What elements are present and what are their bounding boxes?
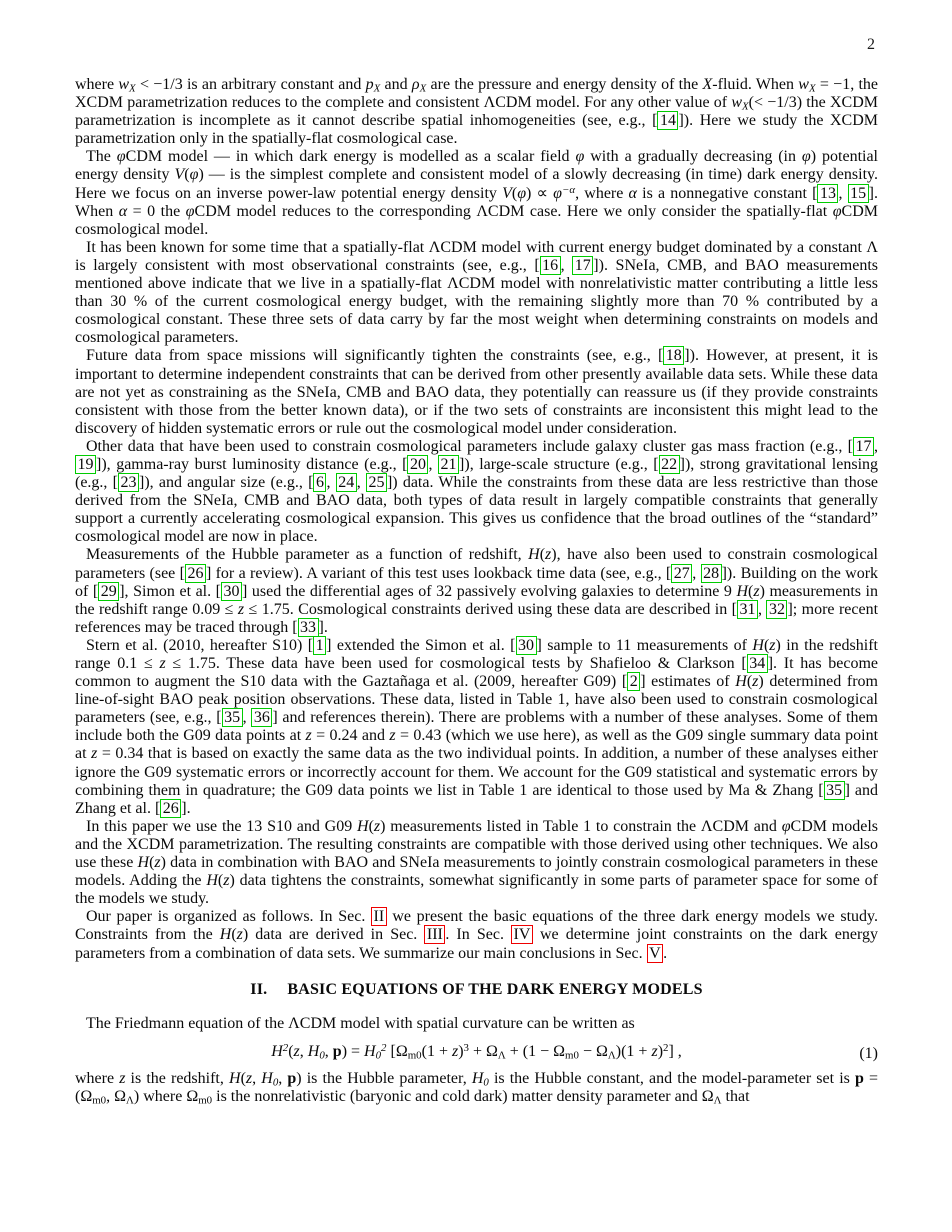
text-run: ( <box>217 872 224 890</box>
citation-link[interactable]: 28 <box>701 564 722 583</box>
citation-link[interactable]: 32 <box>766 600 787 619</box>
section-number: II. <box>250 980 268 998</box>
text-run: CDM models and the XCDM parametrization. The resulting constraints are compatible with those derived using other techniques. We also use these <box>75 817 879 872</box>
math-var: H <box>206 872 218 890</box>
math-var: H <box>735 673 747 691</box>
text-run: ) potential energy density <box>75 148 879 184</box>
text-run: ] used the differential ages of 32 passively evolving galaxies to determine 9 <box>242 582 737 600</box>
paragraph <box>75 818 878 908</box>
citation-link[interactable]: 34 <box>747 654 768 673</box>
citation-link[interactable]: 30 <box>221 582 242 601</box>
text-run: Measurements of the Hubble parameter as a function of redshift, <box>86 546 529 564</box>
text-run: ]), gamma-ray burst luminosity distance (e.g., [ <box>96 455 408 473</box>
citation-link[interactable]: 18 <box>663 346 684 365</box>
citation-link[interactable]: 23 <box>118 473 139 492</box>
citation-link[interactable]: 36 <box>251 708 272 727</box>
section-ref-link[interactable]: V <box>647 944 664 963</box>
text-run: ( <box>288 1042 294 1060</box>
math-var: H <box>736 582 749 600</box>
citation-link[interactable]: 21 <box>438 455 459 474</box>
math-var: φ <box>801 148 811 166</box>
text-run: ( <box>184 166 190 184</box>
math-var: z <box>119 1069 126 1087</box>
math-var: z <box>373 817 381 835</box>
text-run: ]). Building on the work of [ <box>75 564 879 600</box>
math-var: φ <box>517 184 527 202</box>
text-run: , <box>874 437 878 455</box>
citation-link[interactable]: 13 <box>817 184 838 203</box>
math-var: φ <box>832 202 842 220</box>
math-var: z <box>389 727 396 745</box>
text-run: ]). However, at present, it is important to determine independent constraints that can be derived from other presently available data sets. While these data are not yet as constraining as the SNeIa, CMB and BAO data, they potentially can reassure us (if they provide constraints consistent with those from the better known data), or if the two sets of constraints are inconsistent this might lead to the discovery of hidden systematic errors or rule out the cosmological model under consideration. <box>75 347 879 437</box>
text-run: ) measurements listed in Table 1 to constrain the ΛCDM and <box>380 817 782 835</box>
text-run: )$^3$ <box>458 1041 469 1060</box>
math-var: $\varphi^{-\alpha}$ <box>553 183 576 202</box>
text-run: = 0.24 and <box>311 727 390 745</box>
text-run: , <box>692 564 701 582</box>
math-var: z <box>651 1042 658 1060</box>
math-var: H <box>752 636 764 654</box>
section-ref-link[interactable]: IV <box>511 925 533 944</box>
math-var: $H_0$ <box>261 1069 279 1089</box>
citation-link[interactable]: 20 <box>407 455 428 474</box>
text-run: , <box>252 1069 262 1087</box>
math-var: V <box>174 166 185 184</box>
text-run: ] for a review). A variant of this test uses lookback time data (see, e.g., [ <box>205 564 672 582</box>
text-run: Future data from space missions will significantly tighten the constraints (see, e.g., [ <box>86 347 664 365</box>
section-heading <box>75 981 878 999</box>
text-run: Stern et al. (2010, hereafter S10) [ <box>86 636 314 654</box>
text-run: Our paper is organized as follows. In Sec. <box>86 908 371 926</box>
text-run: ( <box>746 673 753 691</box>
section-title: BASIC EQUATIONS OF THE DARK ENERGY MODELS <box>287 980 703 998</box>
math-var: z <box>245 1069 253 1087</box>
math-var: φ <box>781 817 791 835</box>
text-run: ] estimates of <box>640 673 736 691</box>
text-run: )(1 + <box>615 1042 652 1060</box>
text-run: . <box>663 944 668 962</box>
text-run: ]), and angular size (e.g., [ <box>138 474 314 492</box>
paragraph <box>75 438 878 547</box>
text-run: ]. It has become common to augment the S10 data with the Gaztañaga et al. (2009, hereafter G09) [ <box>75 655 879 691</box>
text-run: The Friedmann equation of the ΛCDM model with spatial curvature can be written as <box>86 1014 635 1032</box>
text-run: In this paper we use the 13 S10 and G09 <box>86 817 358 835</box>
text-run: where <box>75 76 119 93</box>
math-var: z <box>236 926 243 944</box>
text-run: we present the basic equations of the three dark energy models we study. Constraints from the <box>75 908 878 944</box>
text-run: ( <box>748 582 754 600</box>
math-var: H <box>137 854 150 872</box>
text-run: Other data that have been used to constrain cosmological parameters include galaxy cluster gas mass fraction (e.g., [ <box>86 437 853 455</box>
citation-link[interactable]: 31 <box>737 600 758 619</box>
math-var: z <box>545 546 552 564</box>
text-run: ) in the redshift range 0.1 ≤ <box>75 636 878 672</box>
text-run: = 0.34 that is based on exactly the same data as the two individual points. In addition, a number of these analyses either ignore the G09 systematic errors or incorrectly account for them. We account for the G09 statistical and systematic errors by combining them in quadrature; the G09 data points we list in Table 1 are identical to those used by Ma & Zhang [ <box>75 745 879 799</box>
text-run: = ($\Omega_{m0}$ <box>75 1069 879 1107</box>
text-run: ]). SNeIa, CMB, and BAO measurements mentioned above indicate that we live in a spatially-flat ΛCDM model with nonrelativistic matter contributing a little less than 30 % of the current cosmological energy budget, with the remaining slightly more than 70 % contributed by a cosmological constant. These three sets of data carry by far the most weight when determining constraints on models and cosmological parameters. <box>75 256 879 347</box>
citation-link[interactable]: 35 <box>222 708 243 727</box>
page-number: 2 <box>867 36 875 53</box>
math-var: $w_X$ <box>798 76 816 95</box>
citation-link[interactable]: 27 <box>671 564 692 583</box>
math-var: $H_0^2$ <box>364 1041 387 1062</box>
content <box>75 76 878 1106</box>
text-run: , <box>326 474 336 492</box>
text-run: (1 + <box>421 1042 452 1060</box>
text-run: we determine joint constraints on the dark energy parameters from a combination of data sets. We summarize our main conclusions in Sec. <box>75 926 878 962</box>
text-run: ) is the Hubble parameter, <box>296 1069 472 1087</box>
text-run: ]. <box>318 618 328 636</box>
text-run: (< −1/3) the XCDM parametrization is incomplete as it cannot describe spatial inhomogeneities (see, e.g., [ <box>75 94 879 130</box>
text-run: with a gradually decreasing (in <box>584 148 802 166</box>
text-run: ) data tightens the constraints, somewhat significantly in some parts of parameter space for some of the models we study. <box>75 872 878 908</box>
text-run: , <box>758 600 767 618</box>
citation-link[interactable]: 2 <box>627 672 640 691</box>
text-run: , where <box>575 184 629 202</box>
math-var: z <box>154 854 161 872</box>
text-run: CDM model reduces to the corresponding ΛCDM case. Here we only consider the spatially-flat <box>194 202 833 220</box>
text-run: ) = <box>341 1042 365 1060</box>
equation-number: (1) <box>859 1044 878 1062</box>
text-run: ) data are derived in Sec. <box>242 926 425 944</box>
text-run: , <box>278 1069 288 1087</box>
text-run: ( <box>240 1069 246 1087</box>
text-run: , $\Omega_\Lambda$ <box>106 1087 134 1107</box>
paragraph <box>75 347 878 437</box>
citation-link[interactable]: 33 <box>298 618 319 637</box>
text-run: CDM model — in which dark energy is modelled as a scalar field <box>125 148 576 166</box>
text-run: ] , <box>668 1042 682 1060</box>
text-run: is the Hubble constant, and the model-parameter set is <box>488 1069 855 1087</box>
paragraph <box>75 546 878 636</box>
math-var: $\rho_X$ <box>411 76 427 95</box>
math-var: φ <box>185 202 195 220</box>
text-run: ]; more recent references may be traced through [ <box>75 600 879 636</box>
text-run: -fluid. When <box>712 76 799 93</box>
math-var: X <box>702 76 713 93</box>
text-run: − $\Omega_\Lambda$ <box>578 1042 616 1062</box>
math-var: z <box>305 727 312 745</box>
math-var: z <box>769 636 776 654</box>
paragraph <box>75 1015 878 1033</box>
text-run: is the redshift, <box>125 1069 229 1087</box>
paragraph <box>75 148 878 238</box>
citation-link[interactable]: 22 <box>659 455 680 474</box>
text-run: + ($1 - \Omega_{m0}$ <box>505 1042 579 1062</box>
text-run: It has been known for some time that a spatially-flat ΛCDM model with current energy budget dominated by a constant Λ is largely consistent with most observational constraints (see, e.g., [ <box>75 238 878 274</box>
paragraph <box>75 1070 878 1106</box>
text-run: ( <box>368 817 374 835</box>
text-run: ≤ 1.75. Cosmological constraints derived using these data are described in [ <box>244 600 737 618</box>
math-vector: p <box>287 1069 297 1087</box>
text-run: ] and Zhang et al. [ <box>75 781 878 817</box>
citation-link[interactable]: 17 <box>572 256 593 275</box>
equation-body <box>271 1043 682 1060</box>
section-ref-link[interactable]: II <box>371 907 387 926</box>
citation-link[interactable]: 29 <box>98 582 119 601</box>
math-var: φ <box>189 166 199 184</box>
text-run: , <box>560 256 573 274</box>
math-var: $H_0$ <box>307 1042 325 1062</box>
math-var: H <box>229 1069 241 1087</box>
citation-link[interactable]: 26 <box>185 564 206 583</box>
math-var: V <box>502 184 512 202</box>
text-run: ≤ 1.75. These data have been used for cosmological tests by Shafieloo & Clarkson [ <box>165 655 747 672</box>
text-run: = 0 the <box>127 202 186 220</box>
math-var: z <box>451 1042 459 1060</box>
text-run: + $\Omega_\Lambda$ <box>468 1042 506 1062</box>
text-run: < −1/3 is an arbitrary constant and <box>135 76 366 93</box>
math-var: α <box>118 202 128 220</box>
citation-link[interactable]: 17 <box>853 437 874 456</box>
text-run: ) — is the simplest complete and consistent model of a slowly decreasing (in time) dark energy density. Here we focus on an inverse power-law potential energy density <box>75 166 878 202</box>
text-run: ( <box>511 184 518 202</box>
text-run: ) determined from line-of-sight BAO peak position observations. These data, listed in Table 1, have also been used to constrain cosmological parameters (see, e.g., [ <box>75 673 879 727</box>
text-run: , <box>242 709 252 727</box>
paragraph <box>75 908 878 962</box>
citation-link[interactable]: 26 <box>160 799 181 818</box>
text-run: ]. <box>181 799 191 817</box>
text-run: are the pressure and energy density of the <box>426 76 703 93</box>
citation-link[interactable]: 35 <box>824 781 845 800</box>
section-ref-link[interactable]: III <box>424 925 445 944</box>
text-run: )$^2$ <box>657 1041 669 1060</box>
text-run: . In Sec. <box>445 926 512 944</box>
text-run: ), have also been used to constrain cosmological parameters (see [ <box>75 546 878 582</box>
citation-link[interactable]: 19 <box>75 455 96 474</box>
text-run: ( <box>539 546 546 564</box>
text-run: ) data in combination with BAO and SNeIa measurements to jointly constrain cosmological parameters in these models. Adding the <box>75 854 878 890</box>
math-var: z <box>753 582 760 600</box>
text-run: = 0.43 (which we use here), as well as the G09 single summary data point at <box>75 727 879 763</box>
math-var: φ <box>575 148 585 166</box>
text-run: ] sample to 11 measurements of <box>536 636 753 654</box>
text-run: ]) data. While the constraints from these data are less restrictive than those derived from the SNeIa, CMB and BAO data, both types of data result in largely compatible constraints that generally support a currently accelerating cosmological expansion. This gives us confidence that the broad outlines of the “standard” cosmological model are now in place. <box>75 474 879 546</box>
text-run: ] and references therein). There are problems with a number of these analyses. Some of them include both the G09 data points at <box>75 709 879 745</box>
math-var: $w_X$ <box>118 76 136 95</box>
text-run: is a nonnegative constant [ <box>636 184 818 202</box>
text-run: = −1, the XCDM parametrization reduces to the complete and consistent ΛCDM model. For any other value of <box>75 76 879 112</box>
citation-link[interactable]: 15 <box>848 184 869 203</box>
math-var: H <box>528 546 540 564</box>
math-var: $H_0$ <box>471 1069 489 1089</box>
math-var: $p_X$ <box>365 76 381 95</box>
math-var: φ <box>116 148 126 166</box>
text-run: The <box>86 148 117 166</box>
text-run: and <box>380 76 412 93</box>
text-run: , <box>324 1042 333 1060</box>
text-run: ) ∝ <box>526 184 554 202</box>
math-var: z <box>159 655 166 672</box>
text-run: , <box>838 184 848 202</box>
text-run: ]), strong gravitational lensing (e.g., [ <box>75 455 879 492</box>
paragraph <box>75 239 878 348</box>
equation <box>75 1043 878 1061</box>
math-var: α <box>628 184 637 202</box>
text-run: , <box>428 455 439 473</box>
math-var: z <box>223 872 230 890</box>
math-vector: p <box>332 1042 342 1060</box>
text-run: , <box>356 474 366 492</box>
text-run: , <box>299 1042 308 1060</box>
citation-link[interactable]: 6 <box>313 473 326 492</box>
citation-link[interactable]: 1 <box>313 636 326 655</box>
text-run: ) where $\Omega_{m0}$ <box>133 1087 213 1107</box>
paragraph <box>75 637 878 818</box>
text-run: ) measurements in the redshift range 0.09 ≤ <box>75 582 878 618</box>
math-var: H <box>357 817 369 835</box>
text-run: ( <box>763 636 770 654</box>
text-run: CDM cosmological model. <box>75 202 878 238</box>
text-run: that <box>721 1087 750 1105</box>
math-var: z <box>752 673 759 691</box>
math-var: z <box>237 600 245 618</box>
text-run: ]), large-scale structure (e.g., [ <box>459 455 659 473</box>
text-run: is the nonrelativistic (baryonic and cold dark) matter density parameter and $\Omega_\Lambda$ <box>212 1087 722 1107</box>
math-var: $w_X$ <box>731 94 749 113</box>
citation-link[interactable]: 25 <box>366 473 387 492</box>
citation-link[interactable]: 24 <box>336 473 357 492</box>
text-run: ( <box>231 926 237 944</box>
paragraph <box>75 76 878 148</box>
text-run: where <box>75 1069 120 1087</box>
text-run: ], Simon et al. [ <box>119 582 222 600</box>
math-var: z <box>91 745 98 763</box>
math-var: H <box>219 926 232 944</box>
text-run: [$\Omega_{m0}$ <box>386 1042 422 1062</box>
text-run: ] extended the Simon et al. [ <box>326 636 516 654</box>
text-run: ]. When <box>75 184 878 220</box>
math-var: z <box>293 1042 300 1060</box>
text-run: ]). Here we study the XCDM parametrization only in the spatially-flat cosmological case. <box>75 112 879 148</box>
citation-link[interactable]: 30 <box>516 636 537 655</box>
math-var: $H^2$ <box>271 1041 289 1060</box>
citation-link[interactable]: 16 <box>540 256 561 275</box>
math-vector: p <box>854 1069 864 1087</box>
citation-link[interactable]: 14 <box>657 111 678 130</box>
text-run: ( <box>149 854 155 872</box>
